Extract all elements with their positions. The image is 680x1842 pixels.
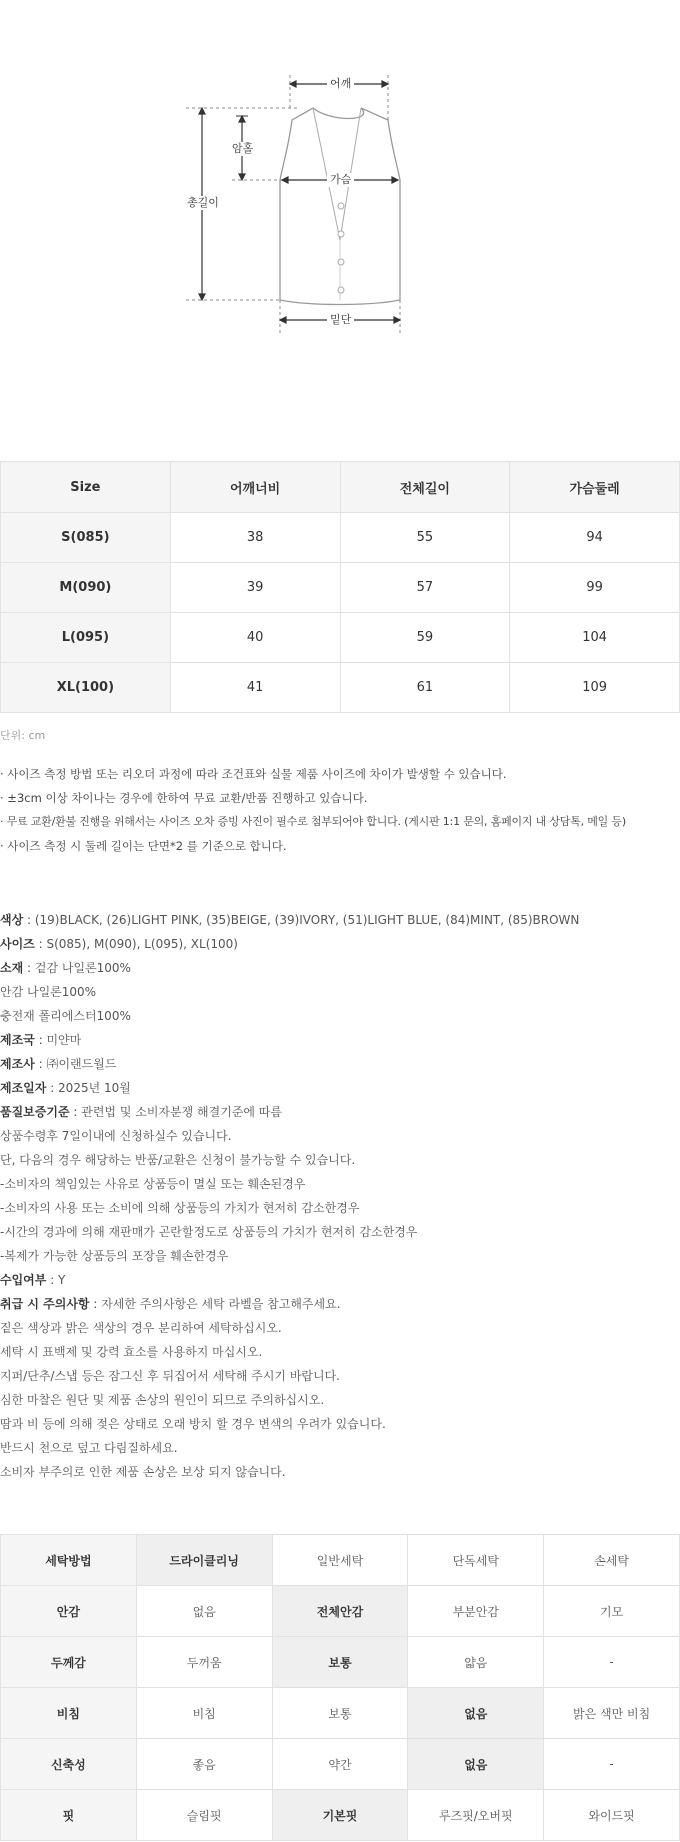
care-cell: -: [544, 1739, 680, 1790]
info-value: 안감 나일론100%: [0, 985, 97, 999]
value-cell: 104: [510, 613, 680, 663]
info-line: [0, 1150, 680, 1174]
care-cell: 일반세탁: [272, 1535, 408, 1586]
info-line: [0, 1342, 680, 1366]
info-line: [0, 1198, 680, 1222]
info-value: : 미얀마: [34, 1033, 82, 1047]
care-cell: 기모: [544, 1586, 680, 1637]
info-line: [0, 1222, 680, 1246]
info-value: -시간의 경과에 의해 재판매가 곤란할정도로 상품등의 가치가 현저히 감소한경우: [0, 1225, 418, 1239]
care-row-header: 비침: [1, 1688, 137, 1739]
size-notes: [0, 765, 680, 861]
care-cell: 밝은 색만 비침: [544, 1688, 680, 1739]
size-table: [0, 461, 680, 713]
info-value: -소비자의 사용 또는 소비에 의해 상품등의 가치가 현저히 감소한경우: [0, 1201, 360, 1215]
value-cell: 38: [170, 513, 340, 563]
info-value: : 자세한 주의사항은 세탁 라벨을 참고해주세요.: [89, 1297, 341, 1311]
care-cell: 비침: [136, 1688, 272, 1739]
product-info: [0, 910, 680, 1486]
care-cell-selected: 없음: [408, 1688, 544, 1739]
value-cell: 39: [170, 563, 340, 613]
value-cell: 94: [510, 513, 680, 563]
info-value: : S(085), M(090), L(095), XL(100): [34, 937, 238, 951]
value-cell: 99: [510, 563, 680, 613]
table-row: [1, 1535, 680, 1586]
table-row: [1, 563, 680, 613]
info-value: : (19)BLACK, (26)LIGHT PINK, (35)BEIGE, (39)IVORY, (51)LIGHT BLUE, (84)MINT, (85)BROWN: [23, 913, 580, 927]
info-line: [0, 958, 680, 982]
value-cell: 40: [170, 613, 340, 663]
care-row-header: 두께감: [1, 1637, 137, 1688]
chest-label: 가슴: [327, 173, 354, 187]
care-cell: 단독세탁: [408, 1535, 544, 1586]
care-cell: 없음: [136, 1586, 272, 1637]
value-cell: 57: [340, 563, 510, 613]
value-cell: 61: [340, 663, 510, 713]
care-cell: -: [544, 1637, 680, 1688]
value-cell: 59: [340, 613, 510, 663]
note-item: · 무료 교환/환불 진행을 위해서는 사이즈 오차 증빙 사진이 필수로 첨부되어야 합니다. (게시판 1:1 문의, 홈페이지 내 상담톡, 메일 등): [0, 815, 626, 828]
care-cell: 약간: [272, 1739, 408, 1790]
value-cell: 109: [510, 663, 680, 713]
care-row-header: 안감: [1, 1586, 137, 1637]
table-row: [1, 613, 680, 663]
table-row: [1, 513, 680, 563]
info-line: [0, 1030, 680, 1054]
info-value: 충전재 폴리에스터100%: [0, 1009, 131, 1023]
info-line: [0, 1390, 680, 1414]
table-row: [1, 1790, 680, 1841]
info-value: : 겉감 나일론100%: [23, 961, 131, 975]
table-row: [1, 663, 680, 713]
info-line: [0, 1126, 680, 1150]
info-line: [0, 1318, 680, 1342]
info-value: 단, 다음의 경우 해당하는 반품/교환은 신청이 불가능할 수 있습니다.: [0, 1153, 356, 1167]
care-cell-selected: 전체안감: [272, 1586, 408, 1637]
info-line: [0, 1174, 680, 1198]
size-table-header: [1, 462, 680, 513]
info-line: [0, 1366, 680, 1390]
info-value: 소비자 부주의로 인한 제품 손상은 보상 되지 않습니다.: [0, 1465, 286, 1479]
table-row: [1, 1586, 680, 1637]
info-line: [0, 1054, 680, 1078]
length-label: 총길이: [184, 196, 222, 210]
info-line: [0, 910, 680, 934]
info-value: -복제가 가능한 상품등의 포장을 훼손한경우: [0, 1249, 229, 1263]
info-value: 짙은 색상과 밝은 색상의 경우 분리하여 세탁하십시오.: [0, 1321, 282, 1335]
care-cell-selected: 드라이클리닝: [136, 1535, 272, 1586]
info-line: [0, 1462, 680, 1486]
info-line: [0, 1078, 680, 1102]
size-cell: M(090): [1, 563, 171, 613]
info-label: 제조국: [0, 1033, 35, 1047]
info-line: [0, 934, 680, 958]
care-cell: 얇음: [408, 1637, 544, 1688]
size-cell: L(095): [1, 613, 171, 663]
hem-label: 밑단: [327, 313, 354, 327]
care-cell-selected: 기본핏: [272, 1790, 408, 1841]
size-cell: S(085): [1, 513, 171, 563]
info-line: [0, 1006, 680, 1030]
care-table: [0, 1534, 680, 1841]
info-label: 소재: [0, 961, 24, 975]
armhole-label: 암홀: [229, 142, 256, 156]
care-cell-selected: 보통: [272, 1637, 408, 1688]
info-label: 사이즈: [0, 937, 35, 951]
care-cell-selected: 없음: [408, 1739, 544, 1790]
header-cell: Size: [1, 462, 171, 513]
info-line: [0, 1270, 680, 1294]
info-value: : Y: [46, 1273, 66, 1287]
value-cell: 41: [170, 663, 340, 713]
size-diagram: [0, 0, 680, 400]
info-value: 지퍼/단추/스냅 등은 잠그신 후 뒤집어서 세탁해 주시기 바랍니다.: [0, 1369, 340, 1383]
info-line: [0, 1438, 680, 1462]
shoulder-label: 어깨: [327, 77, 354, 91]
info-line: [0, 1102, 680, 1126]
care-row-header: 세탁방법: [1, 1535, 137, 1586]
table-row: [1, 1739, 680, 1790]
vest-illustration: [0, 0, 680, 400]
care-cell: 두꺼움: [136, 1637, 272, 1688]
care-cell: 루즈핏/오버핏: [408, 1790, 544, 1841]
info-value: : 2025년 10월: [46, 1081, 131, 1095]
info-label: 취급 시 주의사항: [0, 1297, 90, 1311]
info-label: 제조사: [0, 1057, 35, 1071]
care-row-header: 핏: [1, 1790, 137, 1841]
info-line: [0, 1246, 680, 1270]
care-cell: 와이드핏: [544, 1790, 680, 1841]
info-label: 품질보증기준: [0, 1105, 70, 1119]
care-cell: 부분안감: [408, 1586, 544, 1637]
info-value: : 관련법 및 소비자분쟁 해결기준에 따름: [69, 1105, 282, 1119]
care-cell: 손세탁: [544, 1535, 680, 1586]
info-label: 수입여부: [0, 1273, 47, 1287]
value-cell: 55: [340, 513, 510, 563]
header-cell: 어깨너비: [170, 462, 340, 513]
info-line: [0, 982, 680, 1006]
note-item: · 사이즈 측정 방법 또는 리오더 과정에 따라 조건표와 실물 제품 사이즈에 차이가 발생할 수 있습니다.: [0, 767, 507, 781]
care-cell: 좋음: [136, 1739, 272, 1790]
size-cell: XL(100): [1, 663, 171, 713]
note-item: · 사이즈 측정 시 둘레 길이는 단면*2 를 기준으로 합니다.: [0, 839, 287, 853]
care-cell: 슬림핏: [136, 1790, 272, 1841]
info-value: 반드시 천으로 덮고 다림질하세요.: [0, 1441, 178, 1455]
info-value: 상품수령후 7일이내에 신청하실수 있습니다.: [0, 1129, 232, 1143]
info-value: -소비자의 책임있는 사유로 상품등이 멸실 또는 훼손된경우: [0, 1177, 306, 1191]
info-label: 제조일자: [0, 1081, 47, 1095]
info-value: 심한 마찰은 원단 및 제품 손상의 원인이 되므로 주의하십시오.: [0, 1393, 325, 1407]
table-row: [1, 1637, 680, 1688]
care-row-header: 신축성: [1, 1739, 137, 1790]
note-item: · ±3cm 이상 차이나는 경우에 한하여 무료 교환/반품 진행하고 있습니다.: [0, 791, 368, 805]
info-label: 색상: [0, 913, 24, 927]
info-value: 세탁 시 표백제 및 강력 효소를 사용하지 마십시오.: [0, 1345, 263, 1359]
table-row: [1, 1688, 680, 1739]
info-value: : ㈜이랜드월드: [34, 1057, 117, 1071]
info-line: [0, 1414, 680, 1438]
header-cell: 가슴둘레: [510, 462, 680, 513]
info-line: [0, 1294, 680, 1318]
unit-label: 단위: cm: [0, 729, 46, 742]
care-cell: 보통: [272, 1688, 408, 1739]
header-cell: 전체길이: [340, 462, 510, 513]
info-value: 땀과 비 등에 의해 젖은 상태로 오래 방치 할 경우 변색의 우려가 있습니다.: [0, 1417, 386, 1431]
